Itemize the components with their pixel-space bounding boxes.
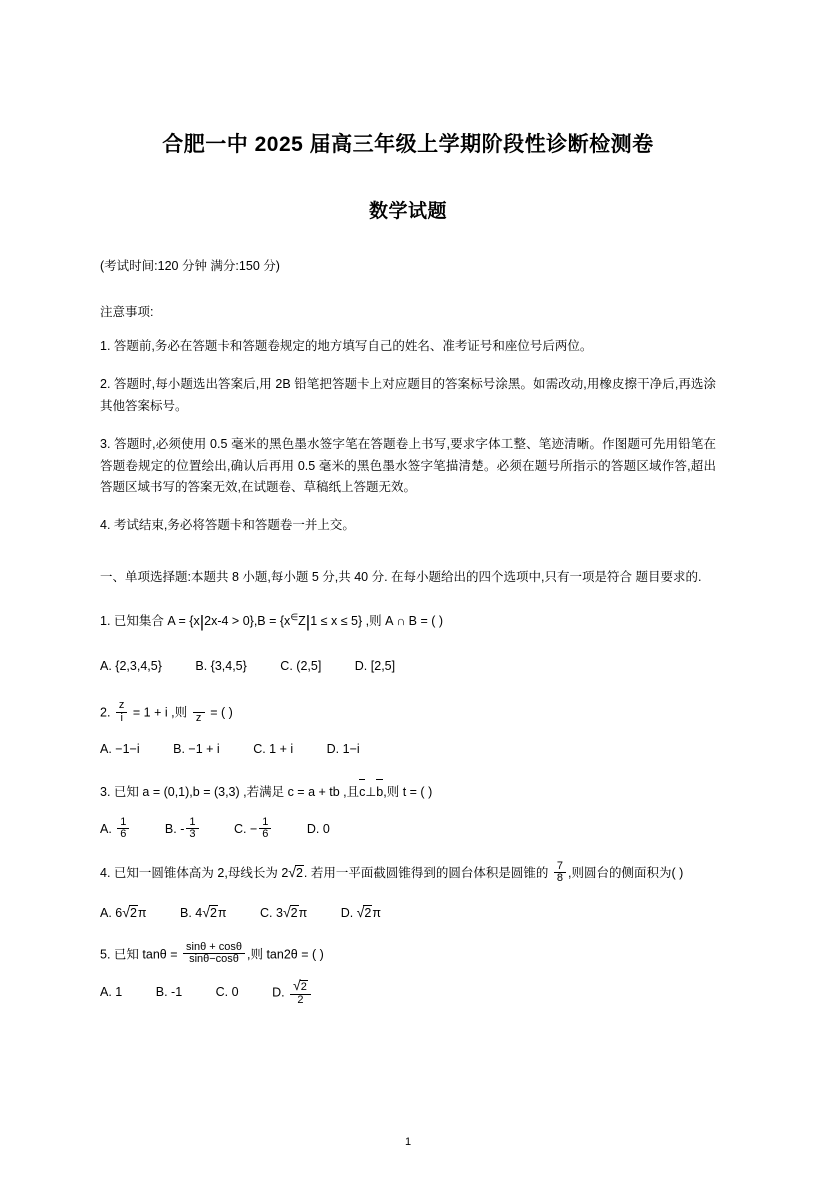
notice-item-2: 2. 答题时,每小题选出答案后,用 2B 铅笔把答题卡上对应题目的答案标号涂黑。如需改动,用橡皮擦干净后,再选涂其他答案标号。 — [100, 376, 716, 413]
option-d[interactable]: D. 0 — [306, 822, 330, 837]
question-1-stem-e: ) — [438, 614, 444, 628]
question-4-stem-a: 已知一圆锥体高为 2,母线长为 — [113, 866, 278, 881]
question-4 — [100, 859, 716, 886]
notice-item-4: 4. 考试结束,务必将答题卡和答题卷一并上交。 — [100, 518, 355, 533]
question-1-stem-a: 已知集合 A = {x — [113, 614, 200, 628]
question-5-stem-c: ,则 — [246, 947, 263, 962]
fraction-conj-over-z: z — [193, 700, 205, 724]
question-1-number: 1. — [100, 614, 111, 628]
question-3-options — [100, 817, 716, 842]
question-3 — [100, 779, 716, 805]
element-of-icon: ∈ — [290, 611, 299, 622]
option-c[interactable]: C. − $\frac{1}{6}$ — [234, 817, 273, 842]
fraction-neg-1-6: $\frac{1}{6}$ — [259, 817, 271, 841]
option-d[interactable]: D. [2,5] — [354, 659, 396, 674]
sqrt-icon: √2 — [290, 978, 311, 995]
question-1-stem-b: 2x-4 > 0},B = {x — [204, 614, 291, 628]
question-5 — [100, 940, 716, 967]
question-5-options — [100, 976, 716, 1007]
question-1 — [100, 606, 716, 638]
question-4-stem-d: ) — [679, 866, 684, 881]
option-d[interactable]: D. 1−i — [326, 742, 360, 757]
question-4-stem-b: . 若用一平面截圆锥得到的圆台体积是圆锥的 — [303, 866, 549, 881]
sqrt-icon: √2 — [288, 864, 303, 881]
notice-item-3: 3. 答题时,必须使用 0.5 毫米的黑色墨水签字笔在答题卷上书写,要求字体工整、笔迹清晰。作图题可先用铅笔在答题卷规定的位置绘出,确认后再用 0.5 毫米的黑色墨水签字笔描清楚。必须在题号所指示的答题区域作答,超出答题区域书写的答案无效,在试题卷、草稿纸上答题无效。 — [100, 436, 716, 495]
sqrt-icon: √2 — [202, 903, 217, 920]
option-c[interactable]: C. 0 — [215, 985, 239, 1000]
page-title: 合肥一中 2025 届高三年级上学期阶段性诊断检测卷 — [162, 133, 654, 156]
question-3-stem-c: ) — [428, 785, 433, 800]
fraction-sqrt2-over-2: $\frac{√2}{2}$ — [290, 978, 311, 1006]
fraction-sin-cos: $\frac{\sin\theta + \cos\theta}{\sin\theta-\cos\theta}$ — [183, 942, 245, 966]
section-one-heading: 一、单项选择题:本题共 8 小题,每小题 5 分,共 40 分. 在每小题给出的四个选项中,只有一项是符合 题目要求的. — [100, 570, 702, 585]
notice-item-1: 1. 答题前,务必在答题卡和答题卷规定的地方填写自己的姓名、准考证号和座位号后两位。 — [100, 339, 593, 353]
fraction-z-over-i: $\frac{z}{i}$ — [116, 700, 128, 724]
option-b[interactable]: B. −1 + i — [173, 742, 220, 757]
pipe-symbol: | — [199, 612, 205, 631]
option-a[interactable]: A. 6√2π — [100, 898, 147, 926]
option-c[interactable]: C. 3√2π — [260, 898, 307, 926]
option-d[interactable]: D. $\frac{√2}{2}$ — [272, 979, 313, 1007]
fraction-1-3: $\frac{1}{3}$ — [186, 817, 198, 841]
page-number: 1 — [404, 1136, 412, 1148]
exam-info: (考试时间:120 分钟 满分:150 分) — [100, 259, 280, 273]
question-1-stem-d: 1 ≤ x ≤ 5} ,则 A ∩ B = ( — [310, 614, 436, 628]
fraction-7-8: $\frac{7}{8}$ — [554, 861, 566, 885]
option-a[interactable]: A. 1 — [100, 985, 123, 1000]
question-5-stem-b: tanθ = — [142, 947, 178, 962]
question-2-number: 2. — [100, 705, 111, 720]
question-1-stem-c: Z — [298, 614, 306, 628]
question-2-stem-a: = 1 + i ,则 — [132, 705, 188, 720]
question-4-stem-c: ,则圆台的侧面积为( — [567, 866, 676, 881]
perp-symbol: ⊥ — [365, 785, 377, 800]
question-5-number: 5. — [100, 947, 111, 962]
question-1-options — [100, 650, 716, 684]
question-5-stem-d: tan2θ = ( — [266, 947, 317, 962]
overline-z — [193, 700, 205, 713]
sqrt-icon: √2 — [122, 903, 137, 920]
question-2-options — [100, 737, 716, 762]
question-5-stem-e: ) — [319, 947, 324, 962]
question-4-number: 4. — [100, 866, 111, 881]
question-2-stem-c: ) — [228, 705, 233, 720]
sqrt-icon: √2 — [282, 903, 298, 920]
fraction-1-6: $\frac{1}{6}$ — [117, 817, 129, 841]
option-b[interactable]: B. -1 — [155, 985, 183, 1000]
question-2 — [100, 701, 716, 725]
vector-c: c — [359, 779, 365, 805]
vector-b: b — [376, 779, 383, 805]
option-b[interactable]: B. 4√2π — [180, 898, 227, 926]
option-a[interactable]: A. {2,3,4,5} — [100, 659, 162, 674]
option-a[interactable]: A. $\frac{1}{6}$ — [100, 817, 131, 842]
sqrt-2-2: 2√2 — [281, 866, 304, 880]
question-3-stem-a: 已知 a = (0,1),b = (3,3) ,若满足 c = a + tb ,且 — [113, 785, 360, 800]
option-c[interactable]: C. (2,5] — [280, 659, 322, 674]
option-b[interactable]: B. {3,4,5} — [195, 659, 247, 674]
question-2-stem-b: = ( — [210, 705, 226, 720]
option-b[interactable]: B. - $\frac{1}{3}$ — [165, 817, 201, 842]
sqrt-icon: √2 — [356, 903, 372, 920]
question-5-stem-a: 已知 — [113, 947, 139, 962]
question-3-stem-b: ,则 t = ( — [383, 785, 425, 800]
question-4-options — [100, 898, 716, 926]
page-subtitle: 数学试题 — [368, 201, 447, 222]
document-page — [0, 128, 816, 1184]
pipe-symbol: | — [305, 612, 311, 631]
option-d[interactable]: D. √2π — [341, 898, 381, 926]
option-a[interactable]: A. −1−i — [100, 742, 140, 757]
notice-heading: 注意事项: — [100, 305, 154, 319]
option-c[interactable]: C. 1 + i — [253, 742, 294, 757]
question-3-number: 3. — [100, 785, 111, 800]
